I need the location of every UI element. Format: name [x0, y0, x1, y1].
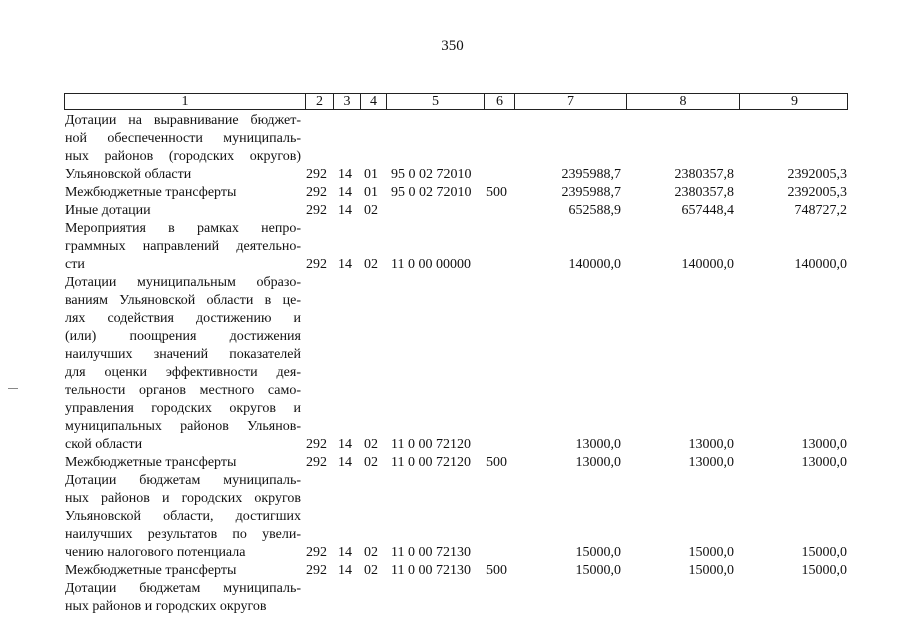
cell-value-2: 13000,0 [688, 455, 734, 470]
row-name-line: Ульяновской области, достигших [65, 509, 301, 524]
cell-subsection: 01 [364, 185, 378, 200]
row-name [65, 112, 301, 184]
cell-subsection: 02 [364, 545, 378, 560]
row-name-line: Дотации бюджетам муниципаль- [65, 473, 301, 488]
cell-subsection: 01 [364, 167, 378, 182]
row-name-line: Дотации муниципальным образо- [65, 275, 301, 290]
table-row [0, 274, 905, 454]
cell-subsection: 02 [364, 257, 378, 272]
row-name-line: лях содействия достижению и [65, 311, 301, 326]
row-name-line: Дотации на выравнивание бюджет- [65, 113, 301, 128]
row-name-line: Иные дотации [65, 203, 151, 218]
row-name [65, 220, 301, 274]
row-name-line: ной обеспеченности муниципаль- [65, 131, 301, 146]
table-row [0, 202, 905, 220]
cell-value-3: 2392005,3 [787, 185, 847, 200]
cell-article: 11 0 00 72120 [391, 437, 471, 452]
cell-value-1: 13000,0 [575, 455, 621, 470]
header-cell-1: 1 [65, 94, 306, 109]
row-name [65, 562, 301, 580]
cell-value-1: 652588,9 [568, 203, 621, 218]
cell-value-1: 2395988,7 [561, 185, 621, 200]
header-cell-5: 5 [387, 94, 485, 109]
cell-section: 14 [338, 257, 352, 272]
row-name [65, 202, 301, 220]
cell-value-3: 13000,0 [801, 455, 847, 470]
cell-value-1: 140000,0 [568, 257, 621, 272]
header-cell-9: 9 [791, 94, 798, 109]
cell-article: 11 0 00 72130 [391, 545, 471, 560]
table-header [64, 93, 848, 110]
row-name-line: Ульяновской области [65, 167, 192, 182]
table-row [0, 184, 905, 202]
cell-article: 11 0 00 72120 [391, 455, 471, 470]
cell-value-2: 13000,0 [688, 437, 734, 452]
page-number: 350 [441, 38, 464, 54]
cell-subsection: 02 [364, 203, 378, 218]
cell-code: 292 [306, 455, 327, 470]
cell-section: 14 [338, 563, 352, 578]
cell-value-2: 140000,0 [681, 257, 734, 272]
row-name-line: для оценки эффективности дея- [65, 365, 301, 380]
row-name-line: ных районов и городских округов [65, 599, 267, 614]
header-cell-7: 7 [515, 94, 627, 109]
row-name-line: управления городских округов и [65, 401, 301, 416]
row-name [65, 184, 301, 202]
row-name-line: Дотации бюджетам муниципаль- [65, 581, 301, 596]
cell-value-3: 13000,0 [801, 437, 847, 452]
cell-code: 292 [306, 203, 327, 218]
cell-subsection: 02 [364, 563, 378, 578]
cell-value-1: 2395988,7 [561, 167, 621, 182]
row-name-line: Мероприятия в рамках непро- [65, 221, 301, 236]
table-row [0, 562, 905, 580]
row-name [65, 454, 301, 472]
cell-subsection: 02 [364, 437, 378, 452]
cell-value-2: 2380357,8 [674, 185, 734, 200]
cell-section: 14 [338, 185, 352, 200]
cell-value-1: 13000,0 [575, 437, 621, 452]
row-name-line: ваниям Ульяновской области в це- [65, 293, 301, 308]
cell-article: 11 0 00 72130 [391, 563, 471, 578]
cell-code: 292 [306, 437, 327, 452]
cell-article: 11 0 00 00000 [391, 257, 471, 272]
cell-code: 292 [306, 185, 327, 200]
cell-value-1: 15000,0 [575, 545, 621, 560]
row-name-line: Межбюджетные трансферты [65, 185, 237, 200]
row-name-line: чению налогового потенциала [65, 545, 246, 560]
row-name-line: ных районов (городских округов) [65, 149, 301, 164]
cell-type: 500 [486, 455, 507, 470]
cell-value-3: 140000,0 [794, 257, 847, 272]
cell-section: 14 [338, 545, 352, 560]
cell-value-3: 15000,0 [801, 563, 847, 578]
row-name-line: тельности органов местного само- [65, 383, 301, 398]
row-name-line: муниципальных районов Ульянов- [65, 419, 301, 434]
header-cell-4: 4 [361, 94, 387, 109]
cell-code: 292 [306, 167, 327, 182]
cell-subsection: 02 [364, 455, 378, 470]
cell-value-2: 15000,0 [688, 563, 734, 578]
cell-value-3: 748727,2 [794, 203, 847, 218]
scan-artifact [8, 388, 18, 389]
cell-type: 500 [486, 185, 507, 200]
cell-section: 14 [338, 437, 352, 452]
cell-article: 95 0 02 72010 [391, 185, 472, 200]
row-name-line: наилучших значений показателей [65, 347, 301, 362]
header-cell-2: 2 [306, 94, 334, 109]
row-name-line: (или) поощрения достижения [65, 329, 301, 344]
row-name [65, 580, 301, 616]
row-name [65, 472, 301, 562]
table-row [0, 580, 905, 616]
row-name-line: сти [65, 257, 85, 272]
cell-code: 292 [306, 257, 327, 272]
header-cell-6: 6 [485, 94, 515, 109]
table-row [0, 112, 905, 184]
cell-value-2: 657448,4 [681, 203, 734, 218]
cell-value-2: 15000,0 [688, 545, 734, 560]
cell-value-2: 2380357,8 [674, 167, 734, 182]
cell-type: 500 [486, 563, 507, 578]
table-row [0, 454, 905, 472]
header-cell-8: 8 [627, 94, 740, 109]
row-name [65, 274, 301, 454]
cell-value-1: 15000,0 [575, 563, 621, 578]
cell-code: 292 [306, 563, 327, 578]
row-name-line: граммных направлений деятельно- [65, 239, 301, 254]
table-row [0, 472, 905, 562]
cell-section: 14 [338, 167, 352, 182]
cell-section: 14 [338, 455, 352, 470]
row-name-line: наилучших результатов по увели- [65, 527, 301, 542]
cell-value-3: 2392005,3 [787, 167, 847, 182]
cell-value-3: 15000,0 [801, 545, 847, 560]
table-row [0, 220, 905, 274]
cell-section: 14 [338, 203, 352, 218]
cell-code: 292 [306, 545, 327, 560]
row-name-line: ных районов и городских округов [65, 491, 301, 506]
cell-article: 95 0 02 72010 [391, 167, 472, 182]
row-name-line: Межбюджетные трансферты [65, 563, 237, 578]
row-name-line: ской области [65, 437, 143, 452]
header-cell-3: 3 [334, 94, 361, 109]
row-name-line: Межбюджетные трансферты [65, 455, 237, 470]
